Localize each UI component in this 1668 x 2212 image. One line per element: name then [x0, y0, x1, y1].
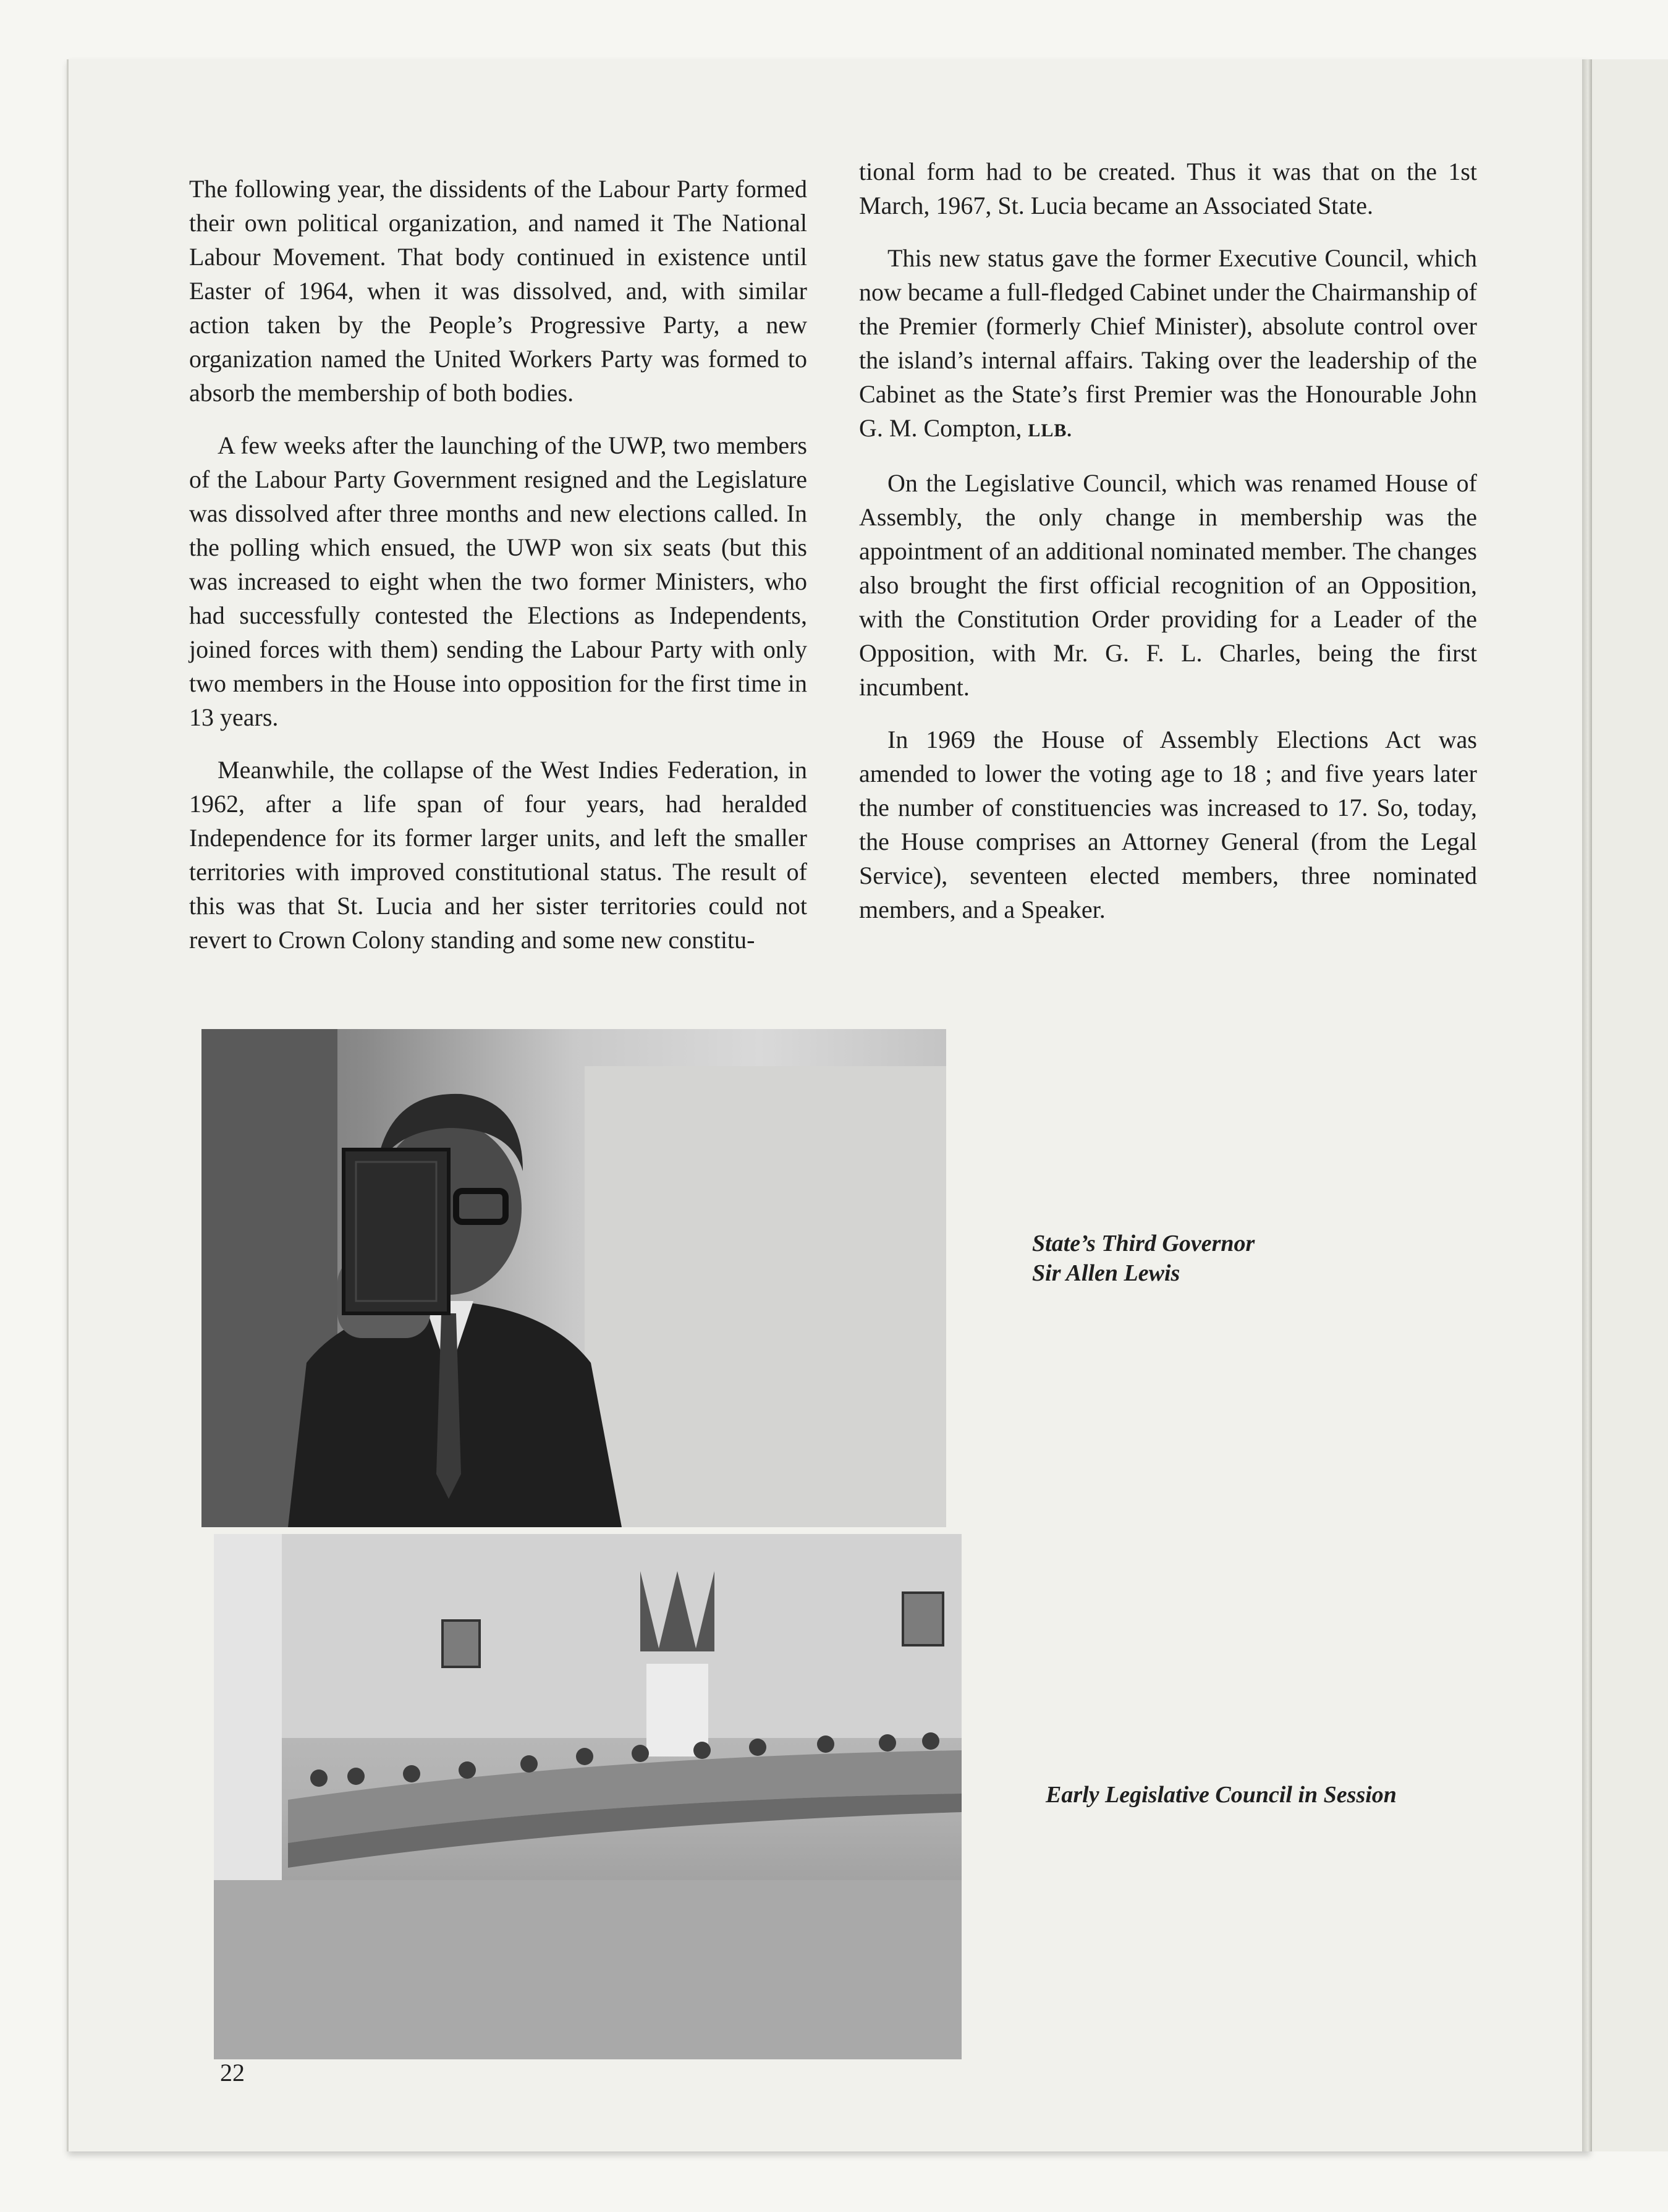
governor-photo: [201, 1029, 946, 1527]
adjacent-page-edge: [1592, 59, 1668, 2151]
paragraph: [859, 241, 1477, 447]
degree-abbreviation: LLB.: [1028, 420, 1072, 441]
page-number: 22: [220, 2059, 245, 2087]
council-session-photo: [214, 1534, 962, 2059]
caption-line: State’s Third Governor: [1032, 1231, 1255, 1256]
council-photo-caption: Early Legislative Council in Session: [1046, 1782, 1397, 1808]
right-text-column: [859, 155, 1477, 945]
paragraph: Meanwhile, the collapse of the West Indies Federation, in 1962, after a life span of four years, had heralded Independence for its former larger units, and left the smaller territories with improved constitutional status. The result of this was that St. Lucia and her sister territories could not revert to Crown Colony standing and some new constitu-: [189, 756, 807, 954]
left-text-column: [189, 172, 807, 975]
paragraph-text: This new status gave the former Executive Council, which now became a full-fledged Cabinet under the Chairmanship of the Premier (formerly Chief Minister), absolute control over the island’s internal affairs. Taking over the leadership of the Cabinet as the State’s first Premier was the Honourable John G. M. Compton,: [859, 244, 1477, 442]
paragraph: The following year, the dissidents of the Labour Party formed their own political organization, and named it The National Labour Movement. That body continued in existence until Easter of 1964, when it was dissolved, and, with similar action taken by the People’s Progressive Party, a new organization named the United Workers Party was formed to absorb the membership of both bodies.: [189, 175, 807, 407]
caption-line: Sir Allen Lewis: [1032, 1260, 1180, 1286]
paragraph: A few weeks after the launching of the UWP, two members of the Labour Party Government resigned and the Legislature was dissolved after three months and new elections called. In the polling which ensued, the UWP won six seats (but this was increased to eight when the two former Ministers, who had successfully contested the Elections as Independents, joined forces with them) sending the Labour Party with only two members in the House into opposition for the first time in 13 years.: [189, 431, 807, 731]
paragraph: On the Legislative Council, which was renamed House of Assembly, the only change in membership was the appointment of an additional nominated member. The changes also brought the first official recognition of an Opposition, with the Constitution Order providing for a Leader of the Opposition, with Mr. G. F. L. Charles, being the first incumbent.: [859, 469, 1477, 701]
page-spine: [1582, 59, 1592, 2151]
paragraph: In 1969 the House of Assembly Elections Act was amended to lower the voting age to 18 ; and five years later the number of constituencies was increased to 17. So, today, the House comprises an Attorney General (from the Legal Service), seventeen elected members, three nominated members, and a Speaker.: [859, 726, 1477, 923]
paragraph: tional form had to be created. Thus it was that on the 1st March, 1967, St. Lucia became an Associated State.: [859, 158, 1477, 219]
governor-photo-caption: [1032, 1229, 1255, 1288]
